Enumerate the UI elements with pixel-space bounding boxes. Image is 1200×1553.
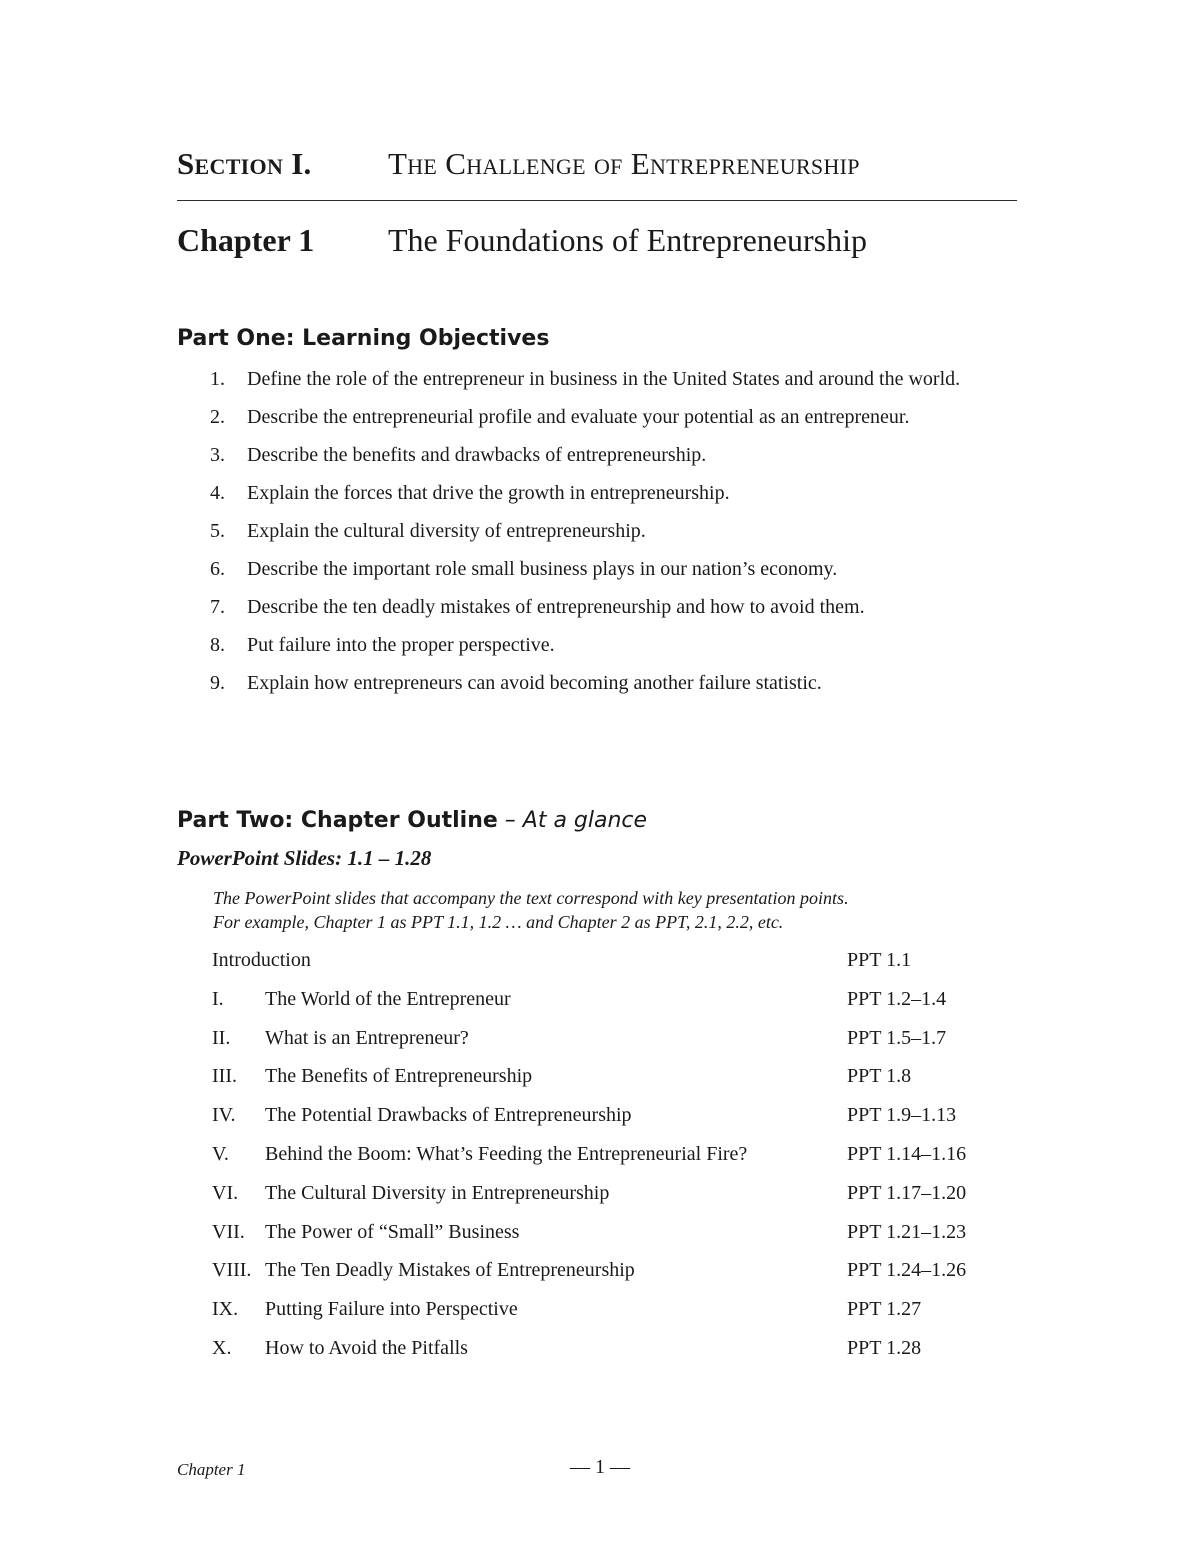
outline-ppt-ref: PPT 1.8	[847, 1065, 912, 1088]
objective-text: Describe the entrepreneurial profile and evaluate your potential as an entrepreneur.	[247, 406, 910, 428]
objective-text: Define the role of the entrepreneur in business in the United States and around the world.	[247, 368, 961, 390]
outline-topic: The Cultural Diversity in Entrepreneurship	[265, 1181, 610, 1204]
outline-numeral: X.	[212, 1336, 232, 1359]
outline-topic: Putting Failure into Perspective	[265, 1298, 518, 1321]
objective-text: Describe the benefits and drawbacks of entrepreneurship.	[247, 444, 707, 466]
part-two-heading	[177, 808, 647, 833]
objective-number: 1.	[210, 368, 225, 390]
outline-numeral: V.	[212, 1142, 229, 1165]
objective-text: Put failure into the proper perspective.	[247, 634, 555, 656]
section-label: Section I.	[177, 146, 312, 181]
outline-row	[212, 1333, 1002, 1372]
section-divider	[177, 200, 1017, 201]
part-two-title: Part Two: Chapter Outline	[177, 808, 498, 833]
chapter-heading	[177, 222, 1017, 268]
outline-row	[212, 984, 1002, 1023]
objective-number: 8.	[210, 634, 225, 656]
powerpoint-slides-heading: PowerPoint Slides: 1.1 – 1.28	[177, 846, 432, 870]
outline-ppt-ref: PPT 1.21–1.23	[847, 1220, 967, 1243]
powerpoint-note-line: The PowerPoint slides that accompany the text correspond with key presentation points.	[213, 888, 849, 908]
outline-numeral: VII.	[212, 1220, 245, 1243]
outline-topic: The Ten Deadly Mistakes of Entrepreneurship	[265, 1259, 635, 1282]
outline-row	[212, 1178, 1002, 1217]
learning-objectives-list	[210, 366, 1025, 708]
objective-item	[210, 670, 1025, 696]
outline-numeral: VIII.	[212, 1259, 252, 1282]
outline-numeral: I.	[212, 987, 224, 1010]
objective-number: 7.	[210, 596, 225, 618]
outline-ppt-ref: PPT 1.27	[847, 1298, 922, 1321]
outline-ppt-ref: PPT 1.1	[847, 949, 912, 971]
chapter-outline-table	[212, 945, 1002, 1372]
section-heading	[177, 146, 1017, 190]
outline-numeral: IV.	[212, 1104, 236, 1127]
footer-page-number: — 1 —	[570, 1456, 630, 1478]
outline-row	[212, 945, 1002, 984]
objective-text: Explain the cultural diversity of entrepreneurship.	[247, 520, 646, 542]
objective-text: Explain how entrepreneurs can avoid becoming another failure statistic.	[247, 672, 822, 694]
outline-topic: The Potential Drawbacks of Entrepreneurship	[265, 1104, 632, 1127]
objective-number: 2.	[210, 406, 225, 428]
outline-topic: Introduction	[212, 949, 311, 971]
objective-number: 3.	[210, 444, 225, 466]
outline-row	[212, 1061, 1002, 1100]
objective-item	[210, 518, 1025, 544]
outline-ppt-ref: PPT 1.5–1.7	[847, 1026, 947, 1049]
objective-item	[210, 442, 1025, 468]
objective-number: 9.	[210, 672, 225, 694]
objective-item	[210, 632, 1025, 658]
powerpoint-note-line: For example, Chapter 1 as PPT 1.1, 1.2 … and Chapter 2 as PPT, 2.1, 2.2, etc.	[213, 912, 784, 932]
outline-ppt-ref: PPT 1.17–1.20	[847, 1181, 967, 1204]
outline-numeral: II.	[212, 1026, 231, 1049]
outline-row	[212, 1255, 1002, 1294]
outline-topic: The Benefits of Entrepreneurship	[265, 1065, 533, 1088]
outline-numeral: IX.	[212, 1298, 239, 1321]
outline-numeral: III.	[212, 1065, 237, 1088]
objective-text: Explain the forces that drive the growth in entrepreneurship.	[247, 482, 730, 504]
objective-item	[210, 480, 1025, 506]
objective-number: 6.	[210, 558, 225, 580]
outline-ppt-ref: PPT 1.24–1.26	[847, 1259, 967, 1282]
objective-text: Describe the important role small business plays in our nation’s economy.	[247, 558, 838, 580]
objective-number: 4.	[210, 482, 225, 504]
outline-ppt-ref: PPT 1.14–1.16	[847, 1142, 967, 1165]
outline-topic: Behind the Boom: What’s Feeding the Entrepreneurial Fire?	[265, 1142, 748, 1165]
part-one-heading: Part One: Learning Objectives	[177, 326, 550, 351]
chapter-label: Chapter 1	[177, 222, 315, 258]
outline-topic: How to Avoid the Pitfalls	[265, 1336, 468, 1359]
outline-topic: What is an Entrepreneur?	[265, 1026, 469, 1049]
outline-row	[212, 1217, 1002, 1256]
outline-row	[212, 1100, 1002, 1139]
outline-ppt-ref: PPT 1.2–1.4	[847, 987, 947, 1010]
part-two-subtitle: – At a glance	[497, 808, 648, 833]
objective-number: 5.	[210, 520, 225, 542]
outline-row	[212, 1023, 1002, 1062]
outline-row	[212, 1294, 1002, 1333]
section-title: The Challenge of Entrepreneurship	[388, 146, 860, 181]
outline-topic: The Power of “Small” Business	[265, 1220, 520, 1243]
outline-topic: The World of the Entrepreneur	[265, 987, 511, 1010]
objective-text: Describe the ten deadly mistakes of entrepreneurship and how to avoid them.	[247, 596, 865, 618]
outline-row	[212, 1139, 1002, 1178]
chapter-title: The Foundations of Entrepreneurship	[388, 222, 867, 258]
objective-item	[210, 404, 1025, 430]
outline-ppt-ref: PPT 1.28	[847, 1336, 922, 1359]
footer-chapter-label: Chapter 1	[177, 1460, 246, 1479]
objective-item	[210, 594, 1025, 620]
objective-item	[210, 556, 1025, 582]
powerpoint-note	[213, 886, 1013, 934]
outline-numeral: VI.	[212, 1181, 239, 1204]
outline-ppt-ref: PPT 1.9–1.13	[847, 1104, 957, 1127]
objective-item	[210, 366, 1025, 392]
